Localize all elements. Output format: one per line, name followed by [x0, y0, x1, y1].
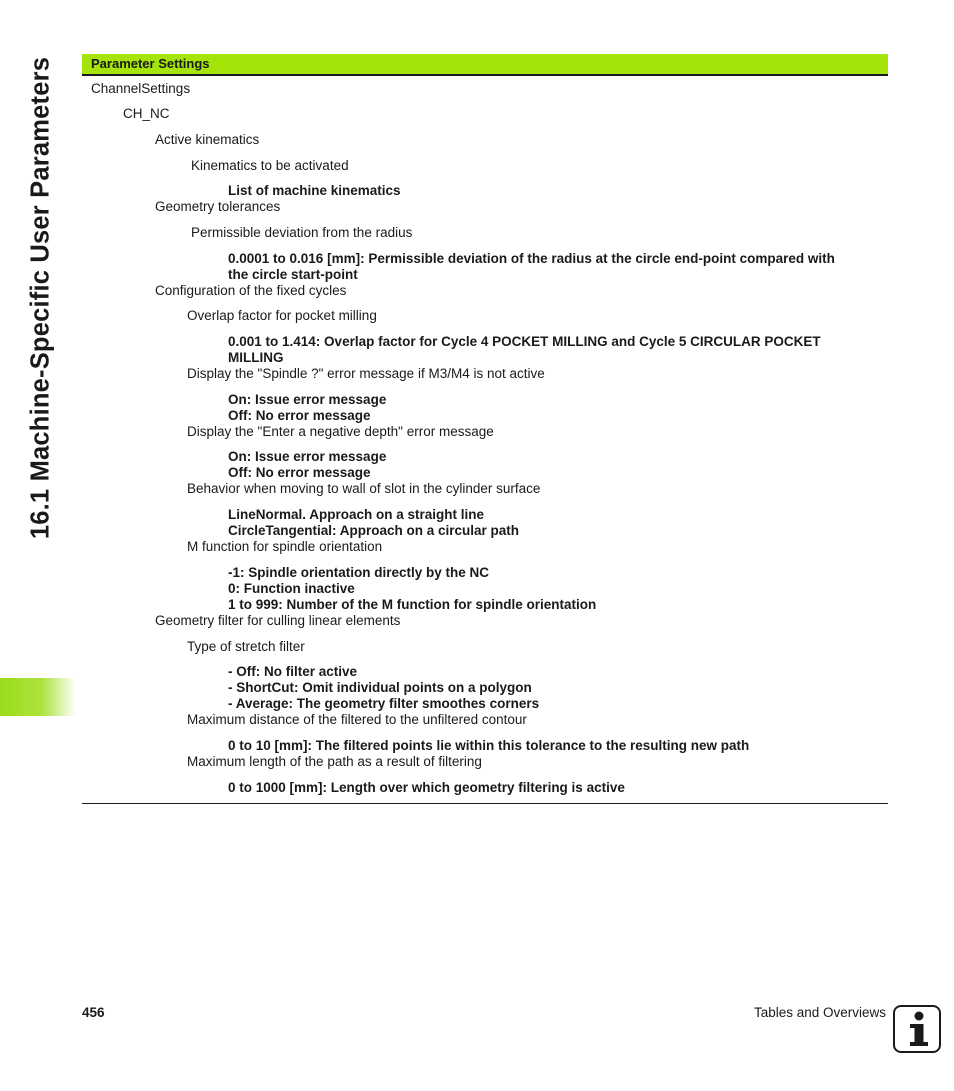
- param-value: CircleTangential: Approach on a circular path: [228, 523, 520, 538]
- param-negative-depth-error: Display the "Enter a negative depth" error message: [187, 424, 494, 439]
- param-permissible-deviation: Permissible deviation from the radius: [191, 225, 413, 240]
- param-value: 0: Function inactive: [228, 581, 355, 596]
- param-value: - Off: No filter active: [228, 664, 358, 679]
- param-value: On: Issue error message: [228, 449, 387, 464]
- table-header: [82, 54, 888, 76]
- footer-section-title: Tables and Overviews: [753, 1005, 886, 1020]
- param-value: 0 to 1000 [mm]: Length over which geometry filtering is active: [228, 780, 625, 795]
- param-value: MILLING: [228, 350, 284, 365]
- param-value: -1: Spindle orientation directly by the NC: [228, 565, 490, 580]
- info-icon: [893, 1005, 941, 1053]
- chapter-tab-marker: [0, 678, 76, 716]
- param-value: On: Issue error message: [228, 392, 387, 407]
- param-spindle-error: Display the "Spindle ?" error message if M3/M4 is not active: [187, 366, 545, 381]
- page-number: 456: [82, 1005, 105, 1020]
- param-geometry-filter: Geometry filter for culling linear elements: [155, 613, 401, 628]
- param-max-length: Maximum length of the path as a result of filtering: [187, 754, 482, 769]
- param-slot-wall-behavior: Behavior when moving to wall of slot in the cylinder surface: [187, 481, 541, 496]
- param-value: 0.0001 to 0.016 [mm]: Permissible deviation of the radius at the circle end-point compared with: [228, 251, 835, 266]
- param-value: List of machine kinematics: [228, 183, 401, 198]
- param-channel-settings: ChannelSettings: [91, 81, 191, 96]
- param-value: 0.001 to 1.414: Overlap factor for Cycle 4 POCKET MILLING and Cycle 5 CIRCULAR POCKET: [228, 334, 821, 349]
- param-value: the circle start-point: [228, 267, 358, 282]
- param-ch-nc: CH_NC: [123, 106, 170, 121]
- param-active-kinematics: Active kinematics: [155, 132, 260, 147]
- param-value: LineNormal. Approach on a straight line: [228, 507, 485, 522]
- param-geometry-tolerances: Geometry tolerances: [155, 199, 281, 214]
- param-fixed-cycles: Configuration of the fixed cycles: [155, 283, 347, 298]
- param-value: 1 to 999: Number of the M function for spindle orientation: [228, 597, 597, 612]
- table-bottom-rule: [82, 803, 888, 804]
- param-value: - ShortCut: Omit individual points on a polygon: [228, 680, 532, 695]
- table-header-label: Parameter Settings: [91, 56, 210, 71]
- param-m-function-spindle: M function for spindle orientation: [187, 539, 383, 554]
- chapter-title: 16.1 Machine-Specific User Parameters: [26, 56, 55, 540]
- param-value: - Average: The geometry filter smoothes corners: [228, 696, 540, 711]
- param-stretch-filter-type: Type of stretch filter: [187, 639, 305, 654]
- param-max-distance: Maximum distance of the filtered to the unfiltered contour: [187, 712, 527, 727]
- param-value: Off: No error message: [228, 465, 371, 480]
- param-kinematics-to-activate: Kinematics to be activated: [191, 158, 349, 173]
- param-value: 0 to 10 [mm]: The filtered points lie within this tolerance to the resulting new path: [228, 738, 750, 753]
- param-value: Off: No error message: [228, 408, 371, 423]
- param-overlap-factor: Overlap factor for pocket milling: [187, 308, 377, 323]
